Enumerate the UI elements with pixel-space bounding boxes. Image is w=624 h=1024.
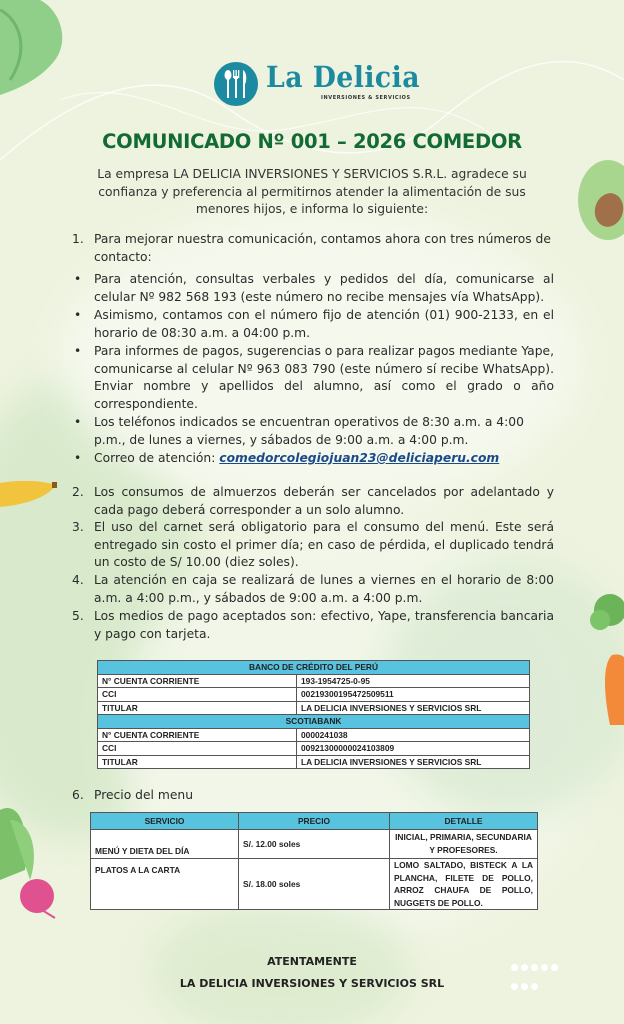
banana-icon (0, 475, 60, 515)
bullet-item-email: • Correo de atención: comedorcolegiojuan23@deliciaperu.com (74, 451, 500, 465)
table-row: TITULAR LA DELICIA INVERSIONES Y SERVICIOS SRL (98, 755, 530, 769)
table-row: TITULAR LA DELICIA INVERSIONES Y SERVICIOS SRL (98, 701, 530, 715)
table-row: CCI 00921300000024103809 (98, 742, 530, 756)
bullet-item: • Los teléfonos indicados se encuentran operativos de 8:30 a.m. a 4:00 p.m., de lunes a viernes, y sábados de 9:00 a.m. a 4:00 p.m. (74, 415, 524, 447)
avocado-icon (572, 155, 624, 245)
table-row: MENÚ Y DIETA DEL DÍA S/. 12.00 soles INICIAL, PRIMARIA, SECUNDARIA Y PROFESORES. (91, 830, 538, 859)
bullet-item: • Asimismo, contamos con el número fijo de atención (01) 900-2133, en el horario de 08:30 a.m. a 04:00 p.m. (74, 308, 554, 340)
brand-tagline: INVERSIONES & SERVICIOS (321, 95, 411, 101)
bullet-item: • Para informes de pagos, sugerencias o para realizar pagos mediante Yape, comunicarse al celular Nº 963 083 790 (este número sí recibe WhatsApp). Enviar nombre y apellidos del alumno, así como el grado o año correspondiente. (74, 344, 554, 411)
radish-icon (0, 790, 70, 930)
intro-paragraph: La empresa LA DELICIA INVERSIONES Y SERVICIOS S.R.L. agradece su confianza y preferencia al permitirnos atender la alimentación de sus menores hijos, e informa lo siguiente: (97, 167, 527, 217)
column-header: SERVICIO (91, 813, 239, 830)
brand-logo (214, 60, 420, 106)
list-item-3: 3. El uso del carnet será obligatorio para el consumo del menú. Este será entregado sin costo el primer día; en caso de pérdida, el duplicado tendrá un costo de S/ 10.00 (diez soles). (72, 520, 554, 570)
list-item-2: 2. Los consumos de almuerzos deberán ser cancelados por adelantado y cada pago deberá corresponder a un solo alumno. (72, 485, 554, 517)
menu-price-table (90, 812, 538, 910)
column-header: DETALLE (390, 813, 538, 830)
column-header: PRECIO (239, 813, 390, 830)
table-row: CCI 00219300195472509511 (98, 688, 530, 702)
closing-company: LA DELICIA INVERSIONES Y SERVICIOS SRL (179, 977, 445, 990)
carrot-icon (582, 585, 624, 725)
list-item-4: 4. La atención en caja se realizará de lunes a viernes en el horario de 8:00 a.m. a 4:00 p.m., y sábados de 9:00 a.m. a 4:00 p.m. (72, 573, 554, 605)
table-row: N° CUENTA CORRIENTE 193-1954725-0-95 (98, 674, 530, 688)
page-title: COMUNICADO Nº 001 – 2026 COMEDOR (102, 130, 522, 153)
list-item-1: 1. Para mejorar nuestra comunicación, contamos ahora con tres números de contacto: (72, 232, 551, 264)
closing-salutation: ATENTAMENTE (267, 955, 357, 968)
cutlery-icon (214, 62, 258, 106)
bank-accounts-table (97, 660, 530, 769)
email-link[interactable]: comedorcolegiojuan23@deliciaperu.com (219, 451, 500, 465)
bullet-item: • Para atención, consultas verbales y pedidos del día, comunicarse al celular Nº 982 568 193 (este número no recibe mensajes vía WhatsApp). (74, 272, 554, 304)
bank-name: BANCO DE CRÉDITO DEL PERÚ (98, 661, 530, 675)
table-row: N° CUENTA CORRIENTE 0000241038 (98, 728, 530, 742)
decorative-dots (511, 961, 563, 999)
list-item-5: 5. Los medios de pago aceptados son: efectivo, Yape, transferencia bancaria y pago con tarjeta. (72, 609, 554, 641)
brand-name: La Delicia (266, 60, 420, 94)
lettuce-leaf-icon (0, 0, 70, 100)
table-row: PLATOS A LA CARTA S/. 18.00 soles LOMO SALTADO, BISTECK A LA PLANCHA, FILETE DE POLLO, ARROZ CHAUFA DE POLLO, NUGGETS DE POLLO. (91, 859, 538, 910)
bank-name: SCOTIABANK (98, 715, 530, 729)
list-item-6: 6. Precio del menu (72, 788, 193, 802)
